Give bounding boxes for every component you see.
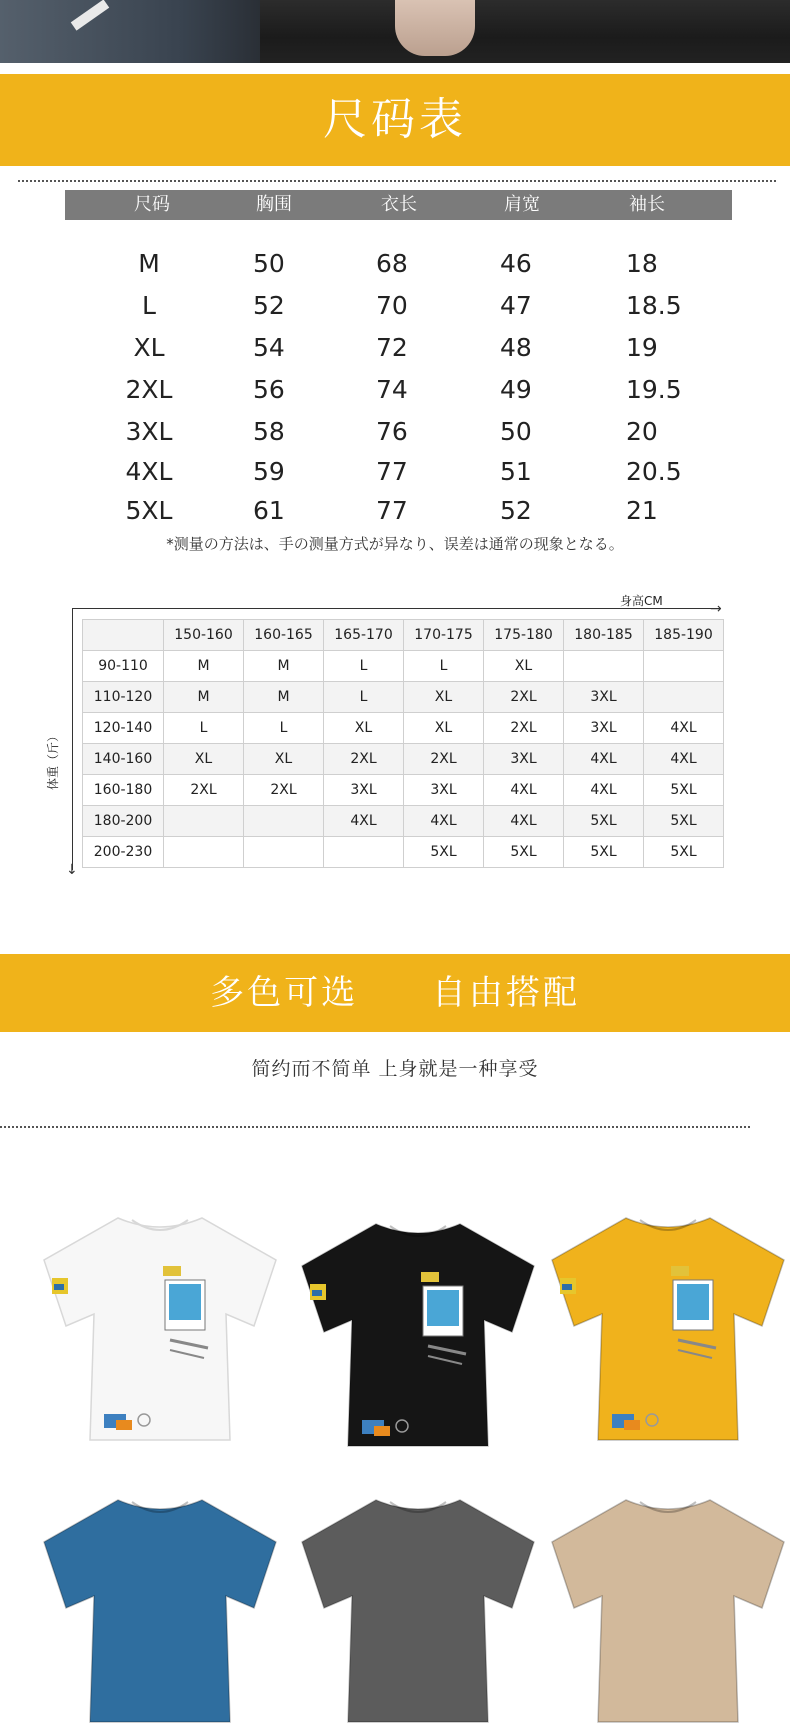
recommended-size: 5XL xyxy=(564,806,644,837)
dotted-divider xyxy=(18,180,776,182)
size-value: 52 xyxy=(253,291,285,320)
size-label: 4XL xyxy=(125,457,173,486)
recommended-size: 4XL xyxy=(644,744,724,775)
recommended-size: 4XL xyxy=(404,806,484,837)
weight-range: 160-180 xyxy=(83,775,164,806)
size-value: 19 xyxy=(626,333,658,362)
size-value: 52 xyxy=(500,496,532,525)
weight-range: 110-120 xyxy=(83,682,164,713)
height-range: 165-170 xyxy=(324,620,404,651)
recommended-size xyxy=(564,651,644,682)
color-options-banner xyxy=(0,954,790,1032)
size-value: 47 xyxy=(500,291,532,320)
recommended-size: 3XL xyxy=(564,713,644,744)
yellow-tshirt[interactable] xyxy=(548,1208,788,1448)
size-value: 61 xyxy=(253,496,285,525)
recommended-size: 4XL xyxy=(564,775,644,806)
height-range: 180-185 xyxy=(564,620,644,651)
size-label: L xyxy=(142,291,156,320)
size-value: 76 xyxy=(376,417,408,446)
recommended-size: XL xyxy=(404,713,484,744)
size-value: 51 xyxy=(500,457,532,486)
recommended-size: 3XL xyxy=(484,744,564,775)
recommended-size: 2XL xyxy=(404,744,484,775)
size-row xyxy=(0,412,790,452)
gray-tshirt[interactable] xyxy=(298,1490,538,1730)
header-size: 尺码 xyxy=(134,194,170,215)
header-chest: 胸围 xyxy=(256,194,292,215)
recommended-size: 2XL xyxy=(484,713,564,744)
weight-axis xyxy=(72,608,73,870)
weight-range: 200-230 xyxy=(83,837,164,868)
recommended-size: 5XL xyxy=(644,775,724,806)
arrow-right-icon: → xyxy=(710,601,722,617)
height-range: 160-165 xyxy=(244,620,324,651)
weight-axis-label: 体重（斤） xyxy=(46,729,60,790)
recommended-size xyxy=(644,682,724,713)
size-value: 68 xyxy=(376,249,408,278)
size-chart-header xyxy=(65,190,732,220)
recommended-size: 5XL xyxy=(564,837,644,868)
recommended-size xyxy=(164,806,244,837)
arrow-down-icon: ↓ xyxy=(66,862,78,878)
recommended-size: M xyxy=(244,651,324,682)
size-value: 50 xyxy=(500,417,532,446)
size-value: 18 xyxy=(626,249,658,278)
header-shoulder: 肩宽 xyxy=(504,194,540,215)
size-label: 3XL xyxy=(125,417,173,446)
recommended-size: XL xyxy=(244,744,324,775)
size-row xyxy=(0,491,790,531)
weight-range: 140-160 xyxy=(83,744,164,775)
recommended-size: L xyxy=(164,713,244,744)
height-header-row xyxy=(83,620,724,651)
recommended-size xyxy=(644,651,724,682)
khaki-tshirt[interactable] xyxy=(548,1490,788,1730)
color-banner-left: 多色可选 xyxy=(210,973,359,1013)
size-row xyxy=(0,286,790,326)
recommended-size: 2XL xyxy=(244,775,324,806)
size-value: 50 xyxy=(253,249,285,278)
size-label: XL xyxy=(133,333,165,362)
size-value: 19.5 xyxy=(626,375,682,404)
model-photo-fragment xyxy=(0,0,790,63)
weight-row xyxy=(83,651,724,682)
recommended-size: L xyxy=(404,651,484,682)
recommended-size xyxy=(164,837,244,868)
recommended-size: 5XL xyxy=(484,837,564,868)
weight-row xyxy=(83,775,724,806)
recommended-size: L xyxy=(324,651,404,682)
size-value: 74 xyxy=(376,375,408,404)
recommended-size: 4XL xyxy=(564,744,644,775)
recommended-size: L xyxy=(324,682,404,713)
recommended-size: XL xyxy=(404,682,484,713)
recommended-size: 3XL xyxy=(564,682,644,713)
recommended-size xyxy=(244,837,324,868)
size-value: 46 xyxy=(500,249,532,278)
recommended-size: 2XL xyxy=(324,744,404,775)
weight-row xyxy=(83,682,724,713)
size-value: 20.5 xyxy=(626,457,682,486)
size-value: 56 xyxy=(253,375,285,404)
color-banner-right: 自由搭配 xyxy=(431,973,580,1013)
recommended-size: L xyxy=(244,713,324,744)
size-value: 77 xyxy=(376,457,408,486)
weight-row xyxy=(83,713,724,744)
white-tshirt[interactable] xyxy=(40,1208,280,1448)
recommended-size: XL xyxy=(484,651,564,682)
header-length: 衣长 xyxy=(381,194,417,215)
slogan-text: 简约而不简单 上身就是一种享受 xyxy=(251,1058,539,1080)
height-axis xyxy=(72,608,717,609)
size-label: 2XL xyxy=(125,375,173,404)
weight-row xyxy=(83,806,724,837)
dotted-divider xyxy=(0,1126,750,1128)
recommended-size: M xyxy=(244,682,324,713)
recommended-size: 4XL xyxy=(484,806,564,837)
weight-range: 90-110 xyxy=(83,651,164,682)
size-value: 70 xyxy=(376,291,408,320)
recommended-size: 3XL xyxy=(324,775,404,806)
height-axis-label: 身高CM xyxy=(620,594,663,608)
recommended-size: 2XL xyxy=(164,775,244,806)
size-value: 72 xyxy=(376,333,408,362)
recommended-size: 5XL xyxy=(644,806,724,837)
weight-row xyxy=(83,744,724,775)
size-value: 20 xyxy=(626,417,658,446)
recommended-size: M xyxy=(164,651,244,682)
recommended-size: XL xyxy=(324,713,404,744)
size-chart-banner: 尺码表 xyxy=(0,74,790,166)
size-value: 21 xyxy=(626,496,658,525)
recommended-size: XL xyxy=(164,744,244,775)
size-value: 59 xyxy=(253,457,285,486)
height-range: 175-180 xyxy=(484,620,564,651)
weight-range: 180-200 xyxy=(83,806,164,837)
blue-tshirt[interactable] xyxy=(40,1490,280,1730)
jeans-detail xyxy=(0,0,260,63)
recommended-size: 5XL xyxy=(644,837,724,868)
recommended-size: 3XL xyxy=(404,775,484,806)
size-value: 18.5 xyxy=(626,291,682,320)
hand-detail xyxy=(395,0,475,56)
header-sleeve: 袖长 xyxy=(629,194,665,215)
size-value: 54 xyxy=(253,333,285,362)
size-row xyxy=(0,452,790,492)
height-range: 170-175 xyxy=(404,620,484,651)
height-range: 185-190 xyxy=(644,620,724,651)
weight-range: 120-140 xyxy=(83,713,164,744)
size-value: 49 xyxy=(500,375,532,404)
weight-row xyxy=(83,837,724,868)
black-tshirt[interactable] xyxy=(298,1214,538,1454)
recommended-size: 4XL xyxy=(644,713,724,744)
size-row xyxy=(0,370,790,410)
recommended-size: M xyxy=(164,682,244,713)
corner-cell xyxy=(83,620,164,651)
size-value: 58 xyxy=(253,417,285,446)
recommended-size: 2XL xyxy=(484,682,564,713)
size-row xyxy=(0,328,790,368)
size-value: 77 xyxy=(376,496,408,525)
size-label: 5XL xyxy=(125,496,173,525)
recommended-size xyxy=(244,806,324,837)
height-range: 150-160 xyxy=(164,620,244,651)
size-recommendation-table xyxy=(82,619,724,868)
size-value: 48 xyxy=(500,333,532,362)
size-row xyxy=(0,244,790,284)
recommended-size xyxy=(324,837,404,868)
measurement-note: *测量の方法は、手の测量方式が异なり、误差は通常の现象となる。 xyxy=(166,535,624,553)
size-label: M xyxy=(138,249,160,278)
recommended-size: 5XL xyxy=(404,837,484,868)
recommended-size: 4XL xyxy=(324,806,404,837)
recommended-size: 4XL xyxy=(484,775,564,806)
